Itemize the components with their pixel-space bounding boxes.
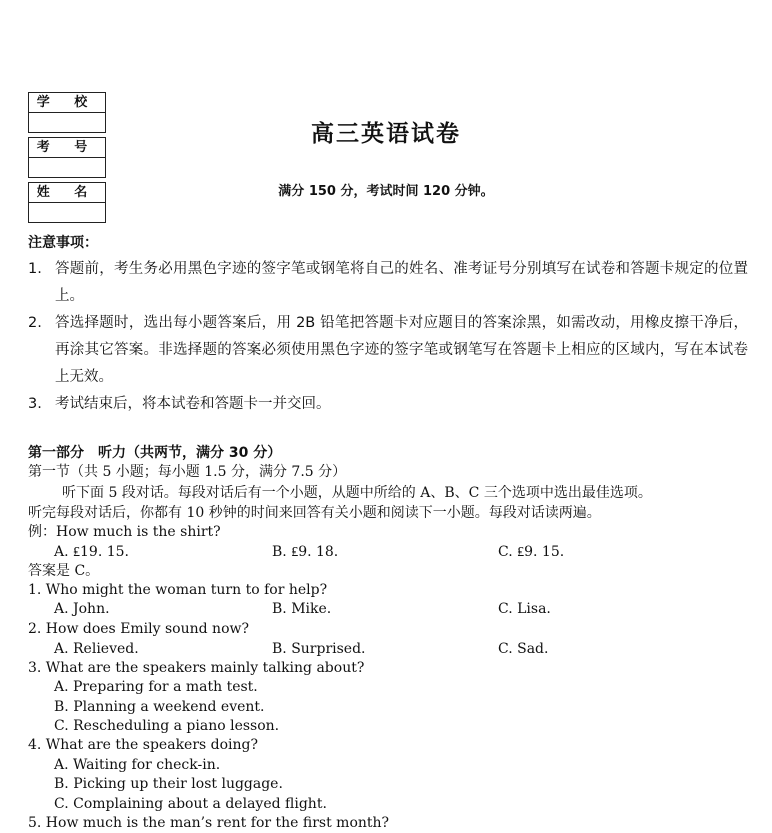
student-info-box — [28, 92, 106, 227]
notice-item-number: 3. — [28, 396, 42, 412]
section1-title: 第一节（共 5 小题；每小题 1.5 分，满分 7.5 分） — [28, 464, 347, 480]
question-2: 2. How does Emily sound now? — [28, 621, 249, 637]
question-2-option-a: A. Relieved. — [54, 641, 139, 657]
exam-number-label: 考 号 — [29, 138, 105, 158]
exam-subtitle: 满分 150 分，考试时间 120 分钟。 — [278, 184, 494, 199]
question-4-option-c: C. Complaining about a delayed flight. — [54, 796, 327, 812]
name-input[interactable] — [29, 203, 105, 222]
example-answer: 答案是 C。 — [28, 563, 100, 579]
page-title: 高三英语试卷 — [311, 121, 461, 147]
name-label: 姓 名 — [29, 183, 105, 203]
notice-item — [28, 256, 748, 310]
part1-title: 第一部分 听力（共两节，满分 30 分） — [28, 445, 282, 461]
notice-title: 注意事项： — [28, 235, 98, 251]
example-option-c: C. ₤9. 15. — [498, 544, 565, 560]
question-1-option-a: A. John. — [54, 601, 110, 617]
question-3-option-c: C. Rescheduling a piano lesson. — [54, 718, 280, 734]
question-3-option-b: B. Planning a weekend event. — [54, 699, 265, 715]
question-1: 1. Who might the woman turn to for help? — [28, 582, 328, 598]
notice-item-number: 1. — [28, 261, 42, 277]
question-3-option-a: A. Preparing for a math test. — [54, 679, 258, 695]
question-4-option-b: B. Picking up their lost luggage. — [54, 776, 283, 792]
notice-item — [28, 391, 748, 418]
question-1-option-b: B. Mike. — [272, 601, 332, 617]
notice-item-text: 考试结束后，将本试卷和答题卡一并交回。 — [55, 396, 331, 412]
instructions-line: 听完每段对话后，你都有 10 秒钟的时间来回答有关小题和阅读下一小题。每段对话读两遍。 — [28, 505, 601, 521]
notice-item — [28, 310, 748, 391]
example-option-b: B. ₤9. 18. — [272, 544, 339, 560]
question-1-option-c: C. Lisa. — [498, 601, 551, 617]
question-2-option-c: C. Sad. — [498, 641, 549, 657]
school-label: 学 校 — [29, 93, 105, 113]
question-2-option-b: B. Surprised. — [272, 641, 366, 657]
example-question: 例：How much is the shirt? — [28, 524, 221, 540]
instructions-line: 听下面 5 段对话。每段对话后有一个小题，从题中所给的 A、B、C 三个选项中选出最佳选项。 — [62, 485, 652, 501]
notice-item-text: 答选择题时，选出每小题答案后，用 2B 铅笔把答题卡对应题目的答案涂黑，如需改动，用橡皮擦干净后，再涂其它答案。非选择题的答案必须使用黑色字迹的签字笔或钢笔写在答题卡上相应的区域内，写在本试卷上无效。 — [55, 315, 748, 385]
question-4-option-a: A. Waiting for check-in. — [54, 757, 221, 773]
question-5: 5. How much is the man’s rent for the first month? — [28, 815, 390, 831]
question-4: 4. What are the speakers doing? — [28, 737, 259, 753]
question-3: 3. What are the speakers mainly talking about? — [28, 660, 365, 676]
notice-item-number: 2. — [28, 315, 42, 331]
example-option-a: A. ₤19. 15. — [54, 544, 129, 560]
notice-item-text: 答题前，考生务必用黑色字迹的签字笔或钢笔将自己的姓名、准考证号分别填写在试卷和答题卡规定的位置上。 — [55, 261, 748, 304]
exam-number-input[interactable] — [29, 158, 105, 177]
